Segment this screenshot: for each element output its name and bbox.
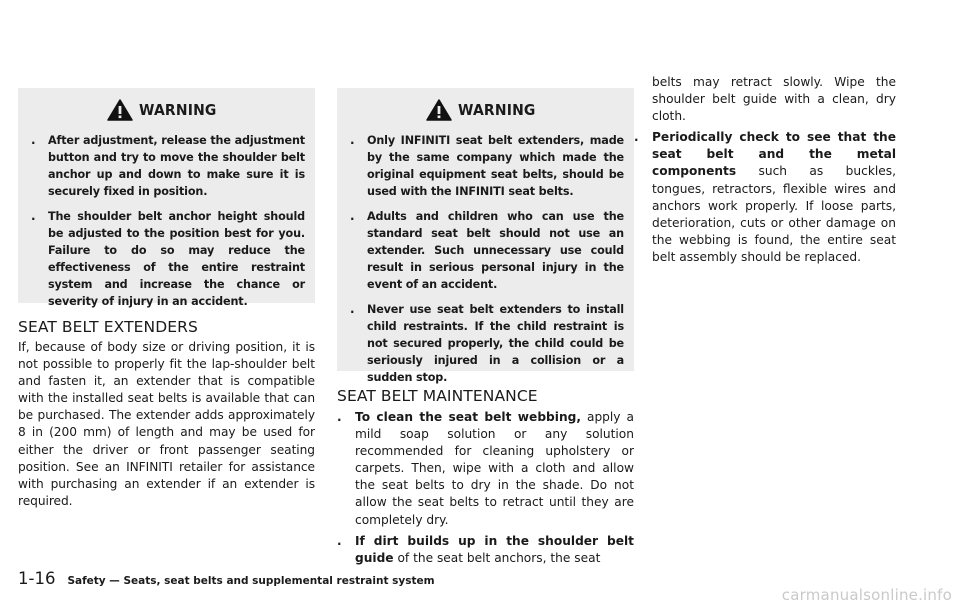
maintenance-bold: Periodically check to see that the seat belt and the metal components [652, 130, 896, 179]
warning-text: Adults and children who can use the standard seat belt should not use an extender. Such unnecessary use could result in serious personal injury in the event of an accident. [367, 210, 624, 291]
bullet: . [350, 302, 355, 316]
bullet: . [337, 410, 342, 424]
warning-header [28, 96, 305, 124]
warning-triangle-icon [107, 99, 133, 121]
left-column [18, 88, 315, 510]
extenders-paragraph: If, because of body size or driving position, it is not possible to properly fit the lap-shoulder belt and fasten it, an extender that is compatible with the installed seat belts is available that can be purchased. The extender adds approximately 8 in (200 mm) of length and may be used for either the driver or front passenger seating position. See an INFINITI retailer for assistance with purchasing an extender if an extender is required. [18, 340, 315, 508]
warning-item [28, 132, 305, 200]
page-footer [18, 569, 435, 588]
warning-item [347, 132, 624, 200]
bullet: . [337, 533, 342, 548]
bullet: . [634, 130, 639, 145]
middle-column [337, 88, 634, 567]
warning-header [347, 96, 624, 124]
maintenance-body: of the seat belt anchors, the seat [393, 550, 601, 565]
warning-text: Only INFINITI seat belt extenders, made by the same company which made the original equipment seat belts, should be used with the INFINITI seat belts. [367, 134, 624, 198]
watermark: carmanualsonline.info [781, 586, 952, 604]
maintenance-item-continued [634, 74, 896, 125]
warning-item [347, 208, 624, 293]
maintenance-text [652, 129, 896, 266]
maintenance-item [337, 533, 634, 567]
right-column [634, 74, 896, 266]
maintenance-bold: If dirt builds up in the shoulder belt guide [355, 533, 634, 565]
warning-title: WARNING [458, 101, 536, 119]
bullet: . [31, 133, 36, 147]
maintenance-text-continued: belts may retract slowly. Wipe the shoulder belt guide with a clean, dry cloth. [652, 75, 896, 124]
maintenance-text [355, 409, 634, 529]
bullet: . [31, 209, 36, 223]
page-number: 1-16 [18, 569, 56, 588]
footer-section-title: Safety — Seats, seat belts and supplemental restraint system [67, 575, 435, 587]
bullet: . [350, 133, 355, 147]
maintenance-item [337, 409, 634, 529]
warning-title: WARNING [139, 101, 217, 119]
warning-box-adjustment [18, 88, 315, 308]
maintenance-body: such as buckles, tongues, retractors, flexible wires and anchors work properly. If loose parts, deterioration, cuts or other damage on the webbing is found, the entire seat belt assembly should be replaced. [652, 164, 896, 264]
warning-item [347, 301, 624, 386]
warning-triangle-icon [426, 99, 452, 121]
section-heading-maintenance: SEAT BELT MAINTENANCE [337, 387, 538, 405]
bullet: . [350, 209, 355, 223]
maintenance-text [355, 533, 634, 567]
warning-box-extenders [337, 88, 634, 384]
maintenance-item [634, 129, 896, 266]
warning-text: After adjustment, release the adjustment button and try to move the shoulder belt anchor up and down to make sure it is securely fixed in position. [48, 134, 305, 198]
maintenance-body: apply a mild soap solution or any solution recommended for cleaning upholstery or carpets. Then, wipe with a cloth and allow the seat belts to dry in the shade. Do not allow the seat belts to retract until they are completely dry. [355, 410, 634, 527]
warning-text: Never use seat belt extenders to install child restraints. If the child restraint is not secured properly, the child could be seriously injured in a collision or a sudden stop. [367, 303, 624, 384]
maintenance-bold: To clean the seat belt webbing, [355, 410, 581, 424]
section-heading-extenders: SEAT BELT EXTENDERS [18, 318, 198, 336]
warning-text: The shoulder belt anchor height should be adjusted to the position best for you. Failure to do so may reduce the effectiveness of the entire restraint system and increase the chance or severity of injury in an accident. [48, 210, 305, 308]
warning-item [28, 208, 305, 310]
